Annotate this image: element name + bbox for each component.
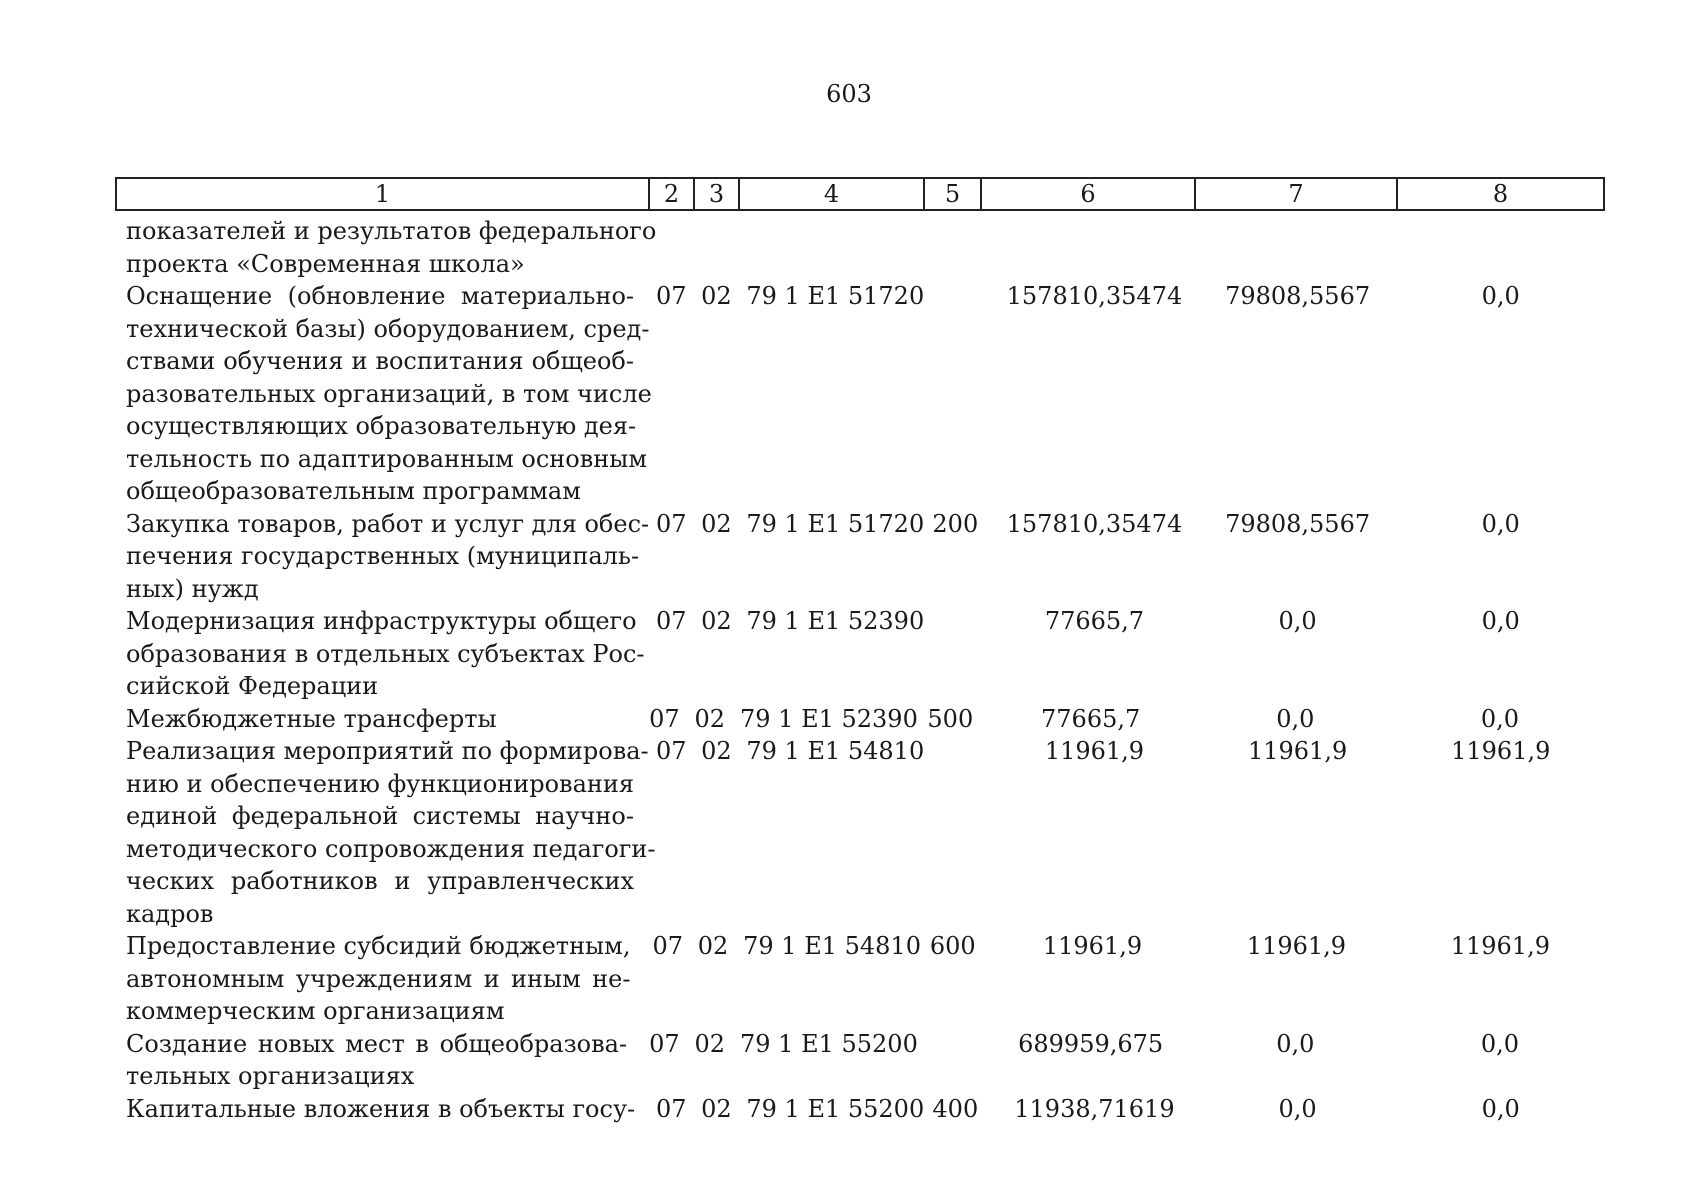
header-col-7: 7 [1196,179,1398,209]
amount-col-7: 0,0 [1276,704,1315,733]
section-code: 07 [649,704,680,733]
description-line: ческих работников и управленческих [126,867,634,895]
target-article-code: 79 1 E1 51720 [746,282,925,310]
section-code: 07 [656,282,687,310]
amount-col-8: 0,0 [1480,704,1520,733]
description-line: методического сопровождения педагоги- [126,834,656,863]
expense-type-code: 600 [929,932,976,960]
section-code: 07 [656,607,687,635]
amount-col-6: 11961,9 [1044,737,1145,765]
description-line: нию и обеспечению функционирования [126,769,635,798]
row-description [126,930,630,1028]
table-row [126,280,1606,508]
header-col-2: 2 [650,179,695,209]
target-article-code: 79 1 E1 54810 [746,737,925,765]
description-line: проекта «Современная школа» [126,249,525,278]
description-line: тельных организациях [126,1062,415,1090]
table-row [126,930,1606,1028]
description-line: Закупка товаров, работ и услуг для обес- [126,509,650,538]
amount-col-6: 689959,675 [1018,1029,1164,1058]
subsection-code: 02 [694,704,726,733]
description-line: коммерческим организациям [126,997,505,1025]
description-line: Реализация мероприятий по формирова- [126,737,649,765]
header-col-3: 3 [695,179,740,209]
amount-col-7: 0,0 [1276,1029,1315,1058]
target-article-code: 79 1 E1 52390 [740,704,918,733]
amount-col-8: 0,0 [1481,1094,1520,1123]
amount-col-7: 79808,5567 [1225,282,1371,310]
subsection-code: 02 [701,1094,732,1123]
section-code: 07 [656,1094,687,1123]
amount-col-6: 11961,9 [1042,932,1143,960]
amount-col-8: 11961,9 [1451,737,1551,765]
header-col-1: 1 [117,179,650,209]
description-line: Создание новых мест в общеобразова- [126,1029,628,1058]
table-row [126,215,1606,280]
amount-col-6: 11938,71619 [1014,1094,1175,1123]
description-line: ных) нужд [126,574,259,603]
row-description [126,508,650,606]
table-row [126,1028,1606,1093]
description-line: Модернизация инфраструктуры общего [126,607,637,635]
description-line: ствами обучения и воспитания общеоб- [126,347,634,375]
description-line: общеобразовательным программам [126,477,581,505]
description-line: автономным учреждениям и иным не- [126,964,631,993]
description-line: Межбюджетные трансферты [126,704,497,733]
target-article-code: 79 1 E1 51720 [746,509,925,538]
description-line: образования в отдельных субъектах Рос- [126,639,645,668]
table-row [126,703,1606,736]
row-description [126,735,656,930]
expense-type-code: 500 [927,704,974,733]
target-article-code: 79 1 E1 55200 [740,1029,918,1058]
subsection-code: 02 [694,1029,726,1058]
table-row [126,735,1606,930]
header-col-8: 8 [1492,180,1509,208]
amount-col-6: 77665,7 [1041,704,1141,733]
target-article-code: 79 1 E1 55200 [746,1094,925,1123]
amount-col-6: 157810,35474 [1006,509,1183,538]
target-article-code: 79 1 E1 52390 [746,607,925,635]
amount-col-7: 0,0 [1278,607,1317,635]
description-line: технической базы) оборудованием, сред- [126,314,650,343]
row-description [126,1093,634,1126]
subsection-code: 02 [697,932,729,960]
header-col-4: 4 [740,179,925,209]
amount-col-7: 79808,5567 [1225,509,1371,538]
table-body [126,215,1606,1125]
amount-col-7: 11961,9 [1246,932,1347,960]
description-line: единой федеральной системы научно- [126,802,634,830]
description-line: Капитальные вложения в объекты госу- [126,1094,636,1123]
row-description [126,1028,627,1093]
expense-type-code: 200 [932,509,979,538]
subsection-code: 02 [701,509,732,538]
subsection-code: 02 [701,737,732,765]
description-line: осуществляющих образовательную дея- [126,412,637,440]
table-header [115,177,1605,211]
row-description [126,703,627,736]
target-article-code: 79 1 E1 54810 [743,932,921,960]
expense-type-code: 400 [932,1094,979,1123]
row-description [126,605,645,703]
subsection-code: 02 [701,282,732,310]
amount-col-8: 11961,9 [1450,932,1550,960]
amount-col-6: 77665,7 [1044,607,1145,635]
row-description [126,280,652,508]
description-line: тельность по адаптированным основным [126,444,648,473]
amount-col-7: 0,0 [1278,1094,1317,1123]
header-col-5: 5 [925,179,982,209]
table-row [126,1093,1606,1126]
section-code: 07 [652,932,684,960]
description-line: Предоставление субсидий бюджетным, [126,932,631,960]
description-line: Оснащение (обновление материально- [126,282,634,310]
page-number: 603 [826,80,872,108]
amount-col-8: 0,0 [1481,509,1520,538]
table-row [126,508,1606,606]
amount-col-7: 11961,9 [1247,737,1348,765]
description-line: показателей и результатов федерального [126,217,657,245]
description-line: кадров [126,899,214,928]
description-line: сийской Федерации [126,672,379,700]
section-code: 07 [649,1029,680,1058]
description-line: печения государственных (муниципаль- [126,542,640,570]
description-line: разовательных организаций, в том числе [126,379,652,408]
table-row [126,605,1606,703]
amount-col-8: 0,0 [1481,282,1520,310]
amount-col-8: 0,0 [1480,1029,1520,1058]
section-code: 07 [656,509,687,538]
amount-col-6: 157810,35474 [1006,282,1183,310]
amount-col-8: 0,0 [1481,607,1520,635]
section-code: 07 [656,737,687,765]
subsection-code: 02 [701,607,732,635]
row-description [126,215,657,280]
header-col-6: 6 [982,179,1196,209]
